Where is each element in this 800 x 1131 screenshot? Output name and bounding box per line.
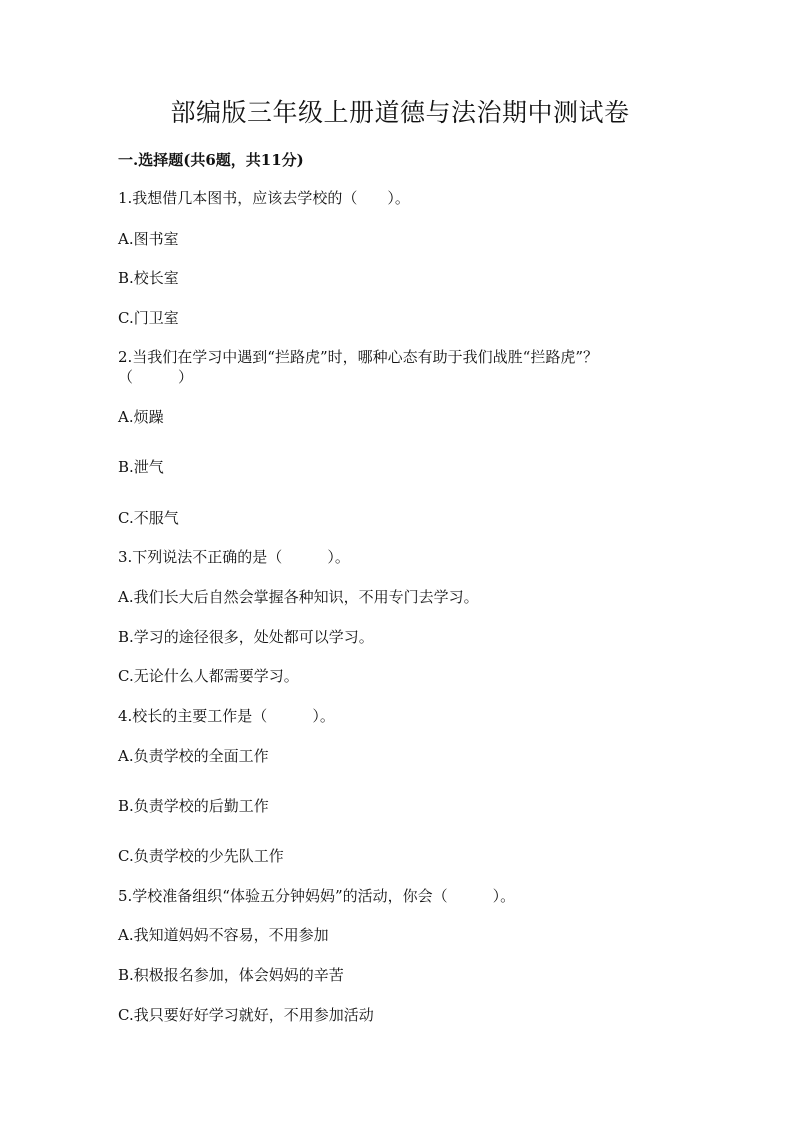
question-2-option-c: C.不服气 [118,509,179,527]
question-4-option-b: B.负责学校的后勤工作 [118,797,269,815]
question-4-option-a: A.负责学校的全面工作 [118,747,269,765]
page-title: 部编版三年级上册道德与法治期中测试卷 [170,98,630,127]
question-1-option-b: B.校长室 [118,269,179,287]
question-3-option-b: B.学习的途径很多，处处都可以学习。 [118,628,374,646]
question-2-stem-line2: （ ） [118,368,194,386]
section-heading: 一.选择题(共6题，共11分) [118,151,304,169]
question-3-option-a: A.我们长大后自然会掌握各种知识，不用专门去学习。 [118,588,479,606]
question-2-option-b: B.泄气 [118,458,164,476]
question-5-stem: 5.学校准备组织“体验五分钟妈妈”的活动，你会（ ）。 [118,887,516,905]
question-2-option-a: A.烦躁 [118,408,164,426]
question-5-option-c: C.我只要好好学习就好，不用参加活动 [118,1006,374,1024]
question-5-option-a: A.我知道妈妈不容易，不用参加 [118,926,329,944]
question-1-option-a: A.图书室 [118,230,179,248]
question-4-option-c: C.负责学校的少先队工作 [118,847,284,865]
question-5-option-b: B.积极报名参加，体会妈妈的辛苦 [118,966,344,984]
question-3-option-c: C.无论什么人都需要学习。 [118,667,299,685]
question-4-stem: 4.校长的主要工作是（ ）。 [118,707,335,725]
question-1-option-c: C.门卫室 [118,309,179,327]
question-3-stem: 3.下列说法不正确的是（ ）。 [118,548,350,566]
question-2-stem: 2.当我们在学习中遇到“拦路虎”时，哪种心态有助于我们战胜“拦路虎”？ [118,348,598,366]
question-1-stem: 1.我想借几本图书，应该去学校的（ ）。 [118,189,410,207]
